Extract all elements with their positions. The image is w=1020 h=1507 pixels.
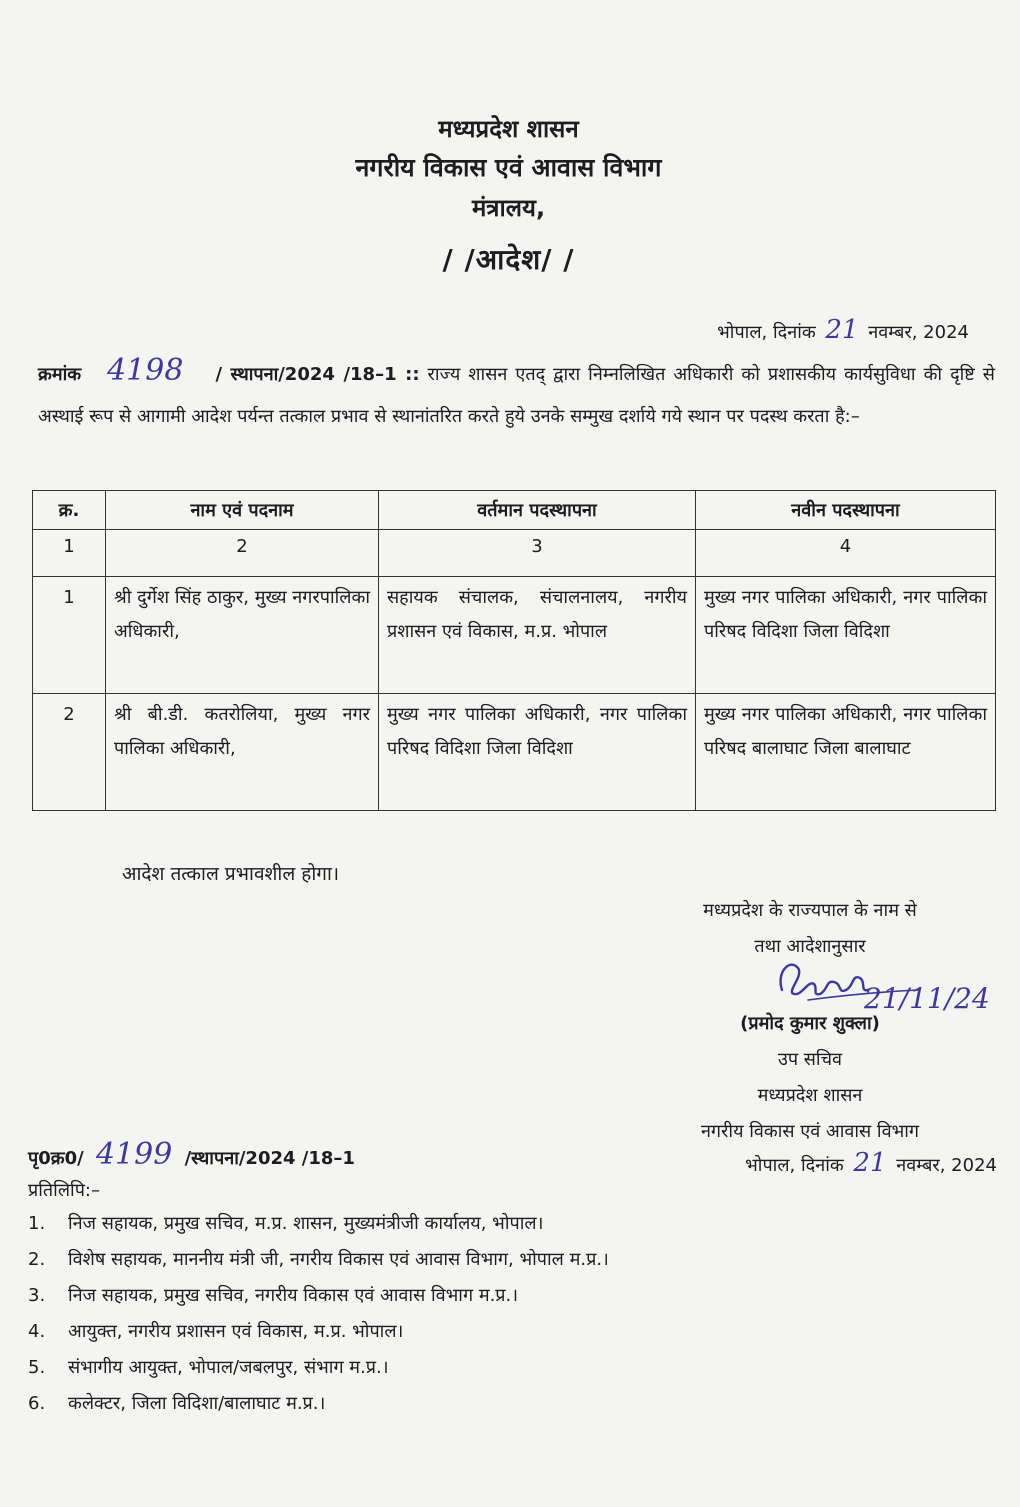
row-new-posting: मुख्य नगर पालिका अधिकारी, नगर पालिका परिषद विदिशा जिला विदिशा [696, 577, 996, 694]
signatory-org-2: नगरीय विकास एवं आवास विभाग [700, 1121, 920, 1142]
row-current-posting: सहायक संचालक, संचालनालय, नगरीय प्रशासन एवं विकास, म.प्र. भोपाल [379, 577, 696, 694]
authority-line-1: मध्यप्रदेश के राज्यपाल के नाम से [703, 900, 917, 921]
handwritten-signature [768, 950, 990, 1015]
header-current-posting: वर्तमान पदस्थापना [379, 491, 696, 530]
item-text: विशेष सहायक, माननीय मंत्री जी, नगरीय विकास एवं आवास विभाग, भोपाल म.प्र.। [68, 1249, 609, 1270]
signatory-block [600, 1006, 1020, 1150]
endorsement-prefix: पृ0क्र0/ [28, 1148, 84, 1169]
item-text: संभागीय आयुक्त, भोपाल/जबलपुर, संभाग म.प्र.। [68, 1357, 389, 1378]
signature-date-handwritten: 21/11/24 [864, 982, 990, 1015]
copies-list [28, 1206, 609, 1422]
item-number: 4. [28, 1321, 46, 1342]
authority-line-2: तथा आदेशानुसार [754, 936, 866, 957]
item-number: 1. [28, 1213, 46, 1234]
endorsement-date-prefix: भोपाल, दिनांक [745, 1155, 844, 1176]
list-item [28, 1314, 609, 1350]
list-item [28, 1350, 609, 1386]
signatory-designation: उप सचिव [777, 1049, 843, 1070]
endorsement-line [28, 1137, 355, 1172]
endorsement-date-suffix: नवम्बर, 2024 [896, 1155, 997, 1176]
transfer-table [32, 490, 996, 811]
department-title: नगरीय विकास एवं आवास विभाग [355, 153, 662, 182]
govt-title: मध्यप्रदेश शासन [438, 115, 579, 143]
list-item [28, 1242, 609, 1278]
col-number: 3 [379, 530, 696, 577]
col-number: 1 [33, 530, 106, 577]
kramank-label: क्रमांक [38, 364, 82, 385]
order-title: / /आदेश/ / [442, 243, 575, 276]
list-item [28, 1386, 609, 1422]
col-number: 4 [696, 530, 996, 577]
order-date [717, 315, 969, 345]
table-row [33, 577, 996, 694]
order-reference: / स्थापना/2024 /18–1 :: [215, 364, 420, 385]
endorsement-date [745, 1148, 997, 1178]
list-item [28, 1278, 609, 1314]
item-number: 3. [28, 1285, 46, 1306]
endorsement-reference: /स्थापना/2024 /18–1 [184, 1148, 355, 1169]
copies-title: प्रतिलिपि:– [28, 1180, 100, 1201]
signatory-org-1: मध्यप्रदेश शासन [757, 1085, 863, 1106]
date-day-handwritten: 21 [825, 315, 859, 345]
row-sno: 1 [33, 577, 106, 694]
col-number: 2 [106, 530, 379, 577]
item-text: आयुक्त, नगरीय प्रशासन एवं विकास, म.प्र. भोपाल। [68, 1321, 404, 1342]
endorsement-date-day-handwritten: 21 [853, 1148, 887, 1178]
order-paragraph [38, 350, 995, 438]
item-text: कलेक्टर, जिला विदिशा/बालाघाट म.प्र.। [68, 1393, 326, 1414]
header-name: नाम एवं पदनाम [106, 491, 379, 530]
item-number: 5. [28, 1357, 46, 1378]
signatory-name: (प्रमोद कुमार शुक्ला) [740, 1013, 880, 1034]
table-row [33, 694, 996, 811]
ministry-title: मंत्रालय, [471, 194, 546, 222]
column-number-row [33, 530, 996, 577]
order-number-handwritten: 4198 [107, 353, 184, 388]
date-prefix: भोपाल, दिनांक [717, 322, 816, 343]
header-new-posting: नवीन पदस्थापना [696, 491, 996, 530]
row-new-posting: मुख्य नगर पालिका अधिकारी, नगर पालिका परिषद बालाघाट जिला बालाघाट [696, 694, 996, 811]
list-item [28, 1206, 609, 1242]
table-header-row [33, 491, 996, 530]
order-body-text: राज्य शासन एतद् द्वारा निम्नलिखित अधिकारी को प्रशासकीय कार्यसुविधा की दृष्टि से अस्थाई रूप से आगामी आदेश पर्यन्त तत्काल प्रभाव से स्थानांतरित करते हुये उनके सम्मुख दर्शाये गये स्थान पर पदस्थ करता है:– [38, 364, 995, 427]
row-name: श्री बी.डी. कतरोलिया, मुख्य नगर पालिका अधिकारी, [106, 694, 379, 811]
row-name: श्री दुर्गेश सिंह ठाकुर, मुख्य नगरपालिका अधिकारी, [106, 577, 379, 694]
item-text: निज सहायक, प्रमुख सचिव, म.प्र. शासन, मुख्यमंत्रीजी कार्यालय, भोपाल। [68, 1213, 544, 1234]
row-sno: 2 [33, 694, 106, 811]
row-current-posting: मुख्य नगर पालिका अधिकारी, नगर पालिका परिषद विदिशा जिला विदिशा [379, 694, 696, 811]
endorsement-number-handwritten: 4199 [95, 1137, 173, 1172]
item-number: 2. [28, 1249, 46, 1270]
item-text: निज सहायक, प्रमुख सचिव, नगरीय विकास एवं आवास विभाग म.प्र.। [68, 1285, 519, 1306]
item-number: 6. [28, 1393, 46, 1414]
header-sno: क्र. [33, 491, 106, 530]
date-suffix: नवम्बर, 2024 [868, 322, 969, 343]
effective-statement: आदेश तत्काल प्रभावशील होगा। [122, 863, 340, 885]
